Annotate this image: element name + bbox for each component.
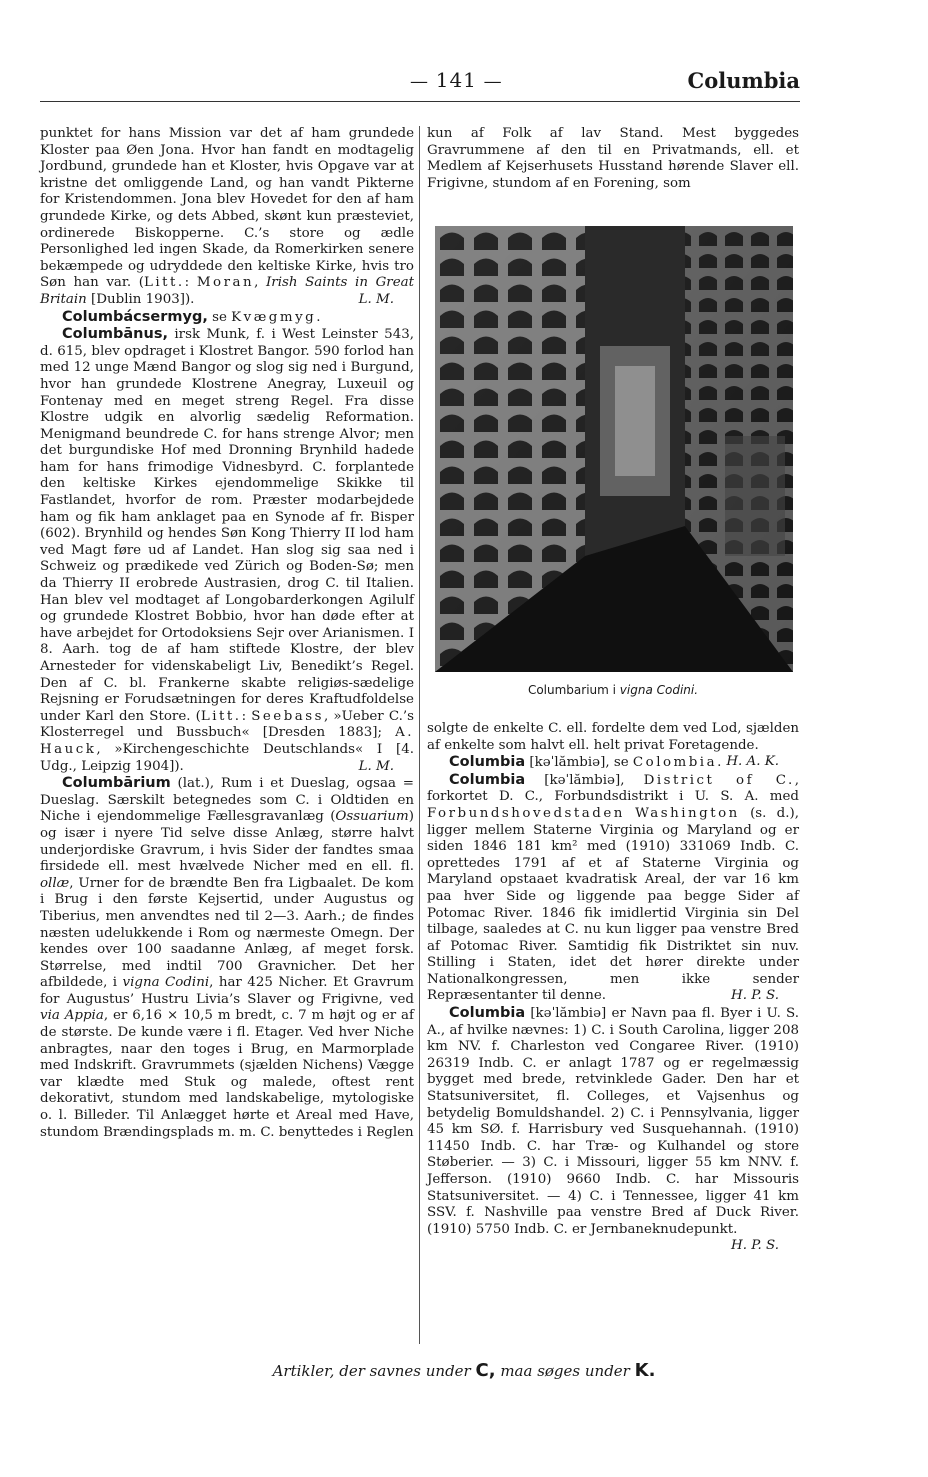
author-signature: H. A. K. (726, 754, 779, 770)
left-column (40, 126, 414, 1141)
entry-headword: Columbia (449, 771, 526, 788)
continued-paragraph: punktet for hans Mission var det af ham grundede Kloster paa Øen Jona. Hvor han fandt en modtagelig Jordbund, grundede han et Kloster, hvis Opgave var at kristne det omliggende Land, og han vandt Pikterne for Kristendommen. Jona blev Hovedet for den af ham grundede Kirke, og dets Abbed, skønt kun præsteviet, ordinerede Biskopperne. C.’s store og ædle Personlighed led ingen Skade, da Romerkirken senere bekæmpede og udryddede den keltiske Kirke, hvis tro Søn han var. (Litt.: Moran, Irish Saints in Great Britain [Dublin 1903]). L. M. (40, 126, 414, 307)
page-header (40, 68, 800, 96)
figure-caption: Columbarium i vigna Codini. (527, 683, 699, 698)
column-divider (419, 126, 420, 1344)
entry-columbarium: Columbārium (lat.), Rum i et Dueslag, ogsaa = Dueslag. Særskilt betegnedes som C. i Oldtiden en Niche i ejendommelige Fællesgravanlæg (Ossuarium) og især i nyere Tid selve disse Anlæg, større halvt underjordiske Gravrum, i hvis Sider der fandtes smaa firsidede ell. mest hvælvede Nicher med en ell. fl. ollæ, Urner for de brændte Ben fra Ligbaalet. De kom i Brug i den første Kejsertid, under Augustus og Tiberius, men anvendtes ned til 2—3. Aarh.; de findes næsten udelukkende i Rom og nærmeste Omegn. Der kendes over 100 saadanne Anlæg, af meget forsk. Størrelse, med indtil 700 Gravnicher. Det her afbildede, i vigna Codini, har 425 Nicher. Et Gravrum for Augustus’ Hustru Livia’s Slaver og Frigivne, ved via Appia, er 6,16 × 10,5 m bredt, c. 7 m højt og er af de største. De kunde være i fl. Etager. Ved hver Niche anbragtes, naar den toges i Brug, en Marmorplade med Indskrift. Gravrummets (sjælden Nichens) Vægge var klædte med Stuk og malede, oftest rent dekorativt, stundom med landskabelige, mytologiske o. l. Billeder. Til Anlægget hørte et Areal med Have, stundom Brændingsplads m. m. C. benyttedes i Reglen (40, 775, 414, 1140)
author-signature: L. M. (358, 758, 394, 774)
columbarium-photo (435, 226, 793, 672)
right-column (427, 126, 799, 1255)
entry-headword: Columbácsermyg, (62, 308, 208, 325)
page-footer-note: Artikler, der savnes under C, maa søges under K. (272, 1360, 656, 1381)
columbarium-figure (435, 226, 793, 672)
running-headword: Columbia (687, 68, 800, 93)
continued-paragraph: solgte de enkelte C. ell. fordelte dem ved Lod, sjælden af enkelte som halvt ell. helt privat Foretagende. H. A. K. (427, 720, 799, 770)
entry-columbia-cities: Columbia [kəˈlămbiə] er Navn paa fl. Byer i U. S. A., af hvilke nævnes: 1) C. i South Carolina, ligger 208 km NV. f. Charleston ved Congaree River. (1910) 26319 Indb. C. er anlagt 1787 og er regelmæssig bygget med brede, retvinklede Gader. Den har et Statsuniversitet, fl. Colleges, et Vajsenhus og betydelig Bomuldshandel. 2) C. i Pennsylvania, ligger 45 km SØ. f. Harrisbury ved Susquehannah. (1910) 11450 Indb. C. har Træ- og Kulhandel og store Støberier. — 3) C. i Missouri, ligger 55 km NNV. f. Jefferson. (1910) 9660 Indb. C. har Missouris Statsuniversitet. — 4) C. i Tennessee, ligger 41 km SSV. f. Nashville paa venstre Bred af Duck River. (1910) 5750 Indb. C. er Jernbaneknudepunkt. H. P. S. (427, 1005, 799, 1254)
page-number: — 141 — (410, 68, 503, 92)
entry-columbia-ref: Columbia [kəˈlămbiə], se Colombia. (449, 754, 724, 771)
author-signature: H. P. S. (731, 988, 779, 1004)
entry-headword: Columbānus, (62, 326, 168, 343)
entry-columbacsermyg: Columbácsermyg, se Kvægmyg. (62, 308, 323, 325)
header-rule (40, 101, 800, 102)
author-signature: H. P. S. (731, 1238, 779, 1254)
entry-columbanus: Columbānus, irsk Munk, f. i West Leinster 543, d. 615, blev opdraget i Klostret Bangor. 590 forlod han med 12 unge Mænd Bangor og slog sig ned i Burgund, hvor han grundede Klostrene Anegray, Luxeuil og Fontenay med en meget streng Regel. Fra disse Klostre udgik en alvorlig sædelig Reformation. Menigmand beundrede C. for hans strenge Alvor; men det burgundiske Hof med Dronning Brynhild hadede ham for hans frimodige Vidnesbyrd. C. forplantede den keltiske Kirkes ejendommelige Skikke til Fastlandet, hvorfor de rom. Præster modarbejdede ham og fik ham anklaget paa en Synode af fr. Bisper (602). Brynhild og hendes Søn Kong Thierry II lod ham ved Magt føre ud af Landet. Han slog sig saa ned i Schweiz og prædikede ved Zürich og Boden-Sø; men da Thierry II erobrede Austrasien, drog C. til Italien. Han blev vel modtaget af Longobarderkongen Agilulf og grundede Klostret Bobbio, hvor han døde efter at have arbejdet for Ortodoksiens Sejr over Arianismen. I 8. Aarh. tog de af ham stiftede Klostre, der blev Arnesteder for videnskabeligt Liv, Benedikt’s Regel. Den af C. bl. Frankerne skabte religiøs-sædelige Rejsning er Forudsætningen for deres Kraftudfoldelse under Karl den Store. (Litt.: Seebass, »Ueber C.’s Klosterregel und Bussbuch« [Dresden 1883]; A. Hauck, »Kirchengeschichte Deutschlands« I [4. Udg., Leipzig 1904]). L. M. (40, 326, 414, 774)
continued-paragraph: kun af Folk af lav Stand. Mest byggedes Gravrummene af den til en Privatmands, ell. et Medlem af Kejserhusets Husstand hørende Slaver ell. Frigivne, stundom af en Forening, som (427, 126, 799, 191)
entry-headword: Columbia (449, 1005, 526, 1022)
entry-columbia-district: Columbia [kəˈlămbiə], District of C., forkortet D. C., Forbundsdistrikt i U. S. A. med Forbundshovedstaden Washington (s. d.), ligger mellem Staterne Virginia og Maryland og er siden 1846 181 km² med (1910) 331069 Indb. C. oprettedes 1791 af et af Staterne Virginia og Maryland opstaaet kvadratisk Areal, der var 16 km paa hver Side og liggende paa begge Sider af Potomac River. 1846 fik imidlertid Virginia sin Del tilbage, saaledes at C. nu kun ligger paa venstre Bred af Potomac River. Samtidig fik Distriktet sin nuv. Stilling i Staten, idet det hører direkte under Nationalkongressen, men ikke sender Repræsentanter til denne. H. P. S. (427, 771, 799, 1004)
entry-headword: Columbārium (62, 775, 171, 792)
entry-headword: Columbia (449, 754, 526, 771)
author-signature: L. M. (358, 291, 394, 307)
